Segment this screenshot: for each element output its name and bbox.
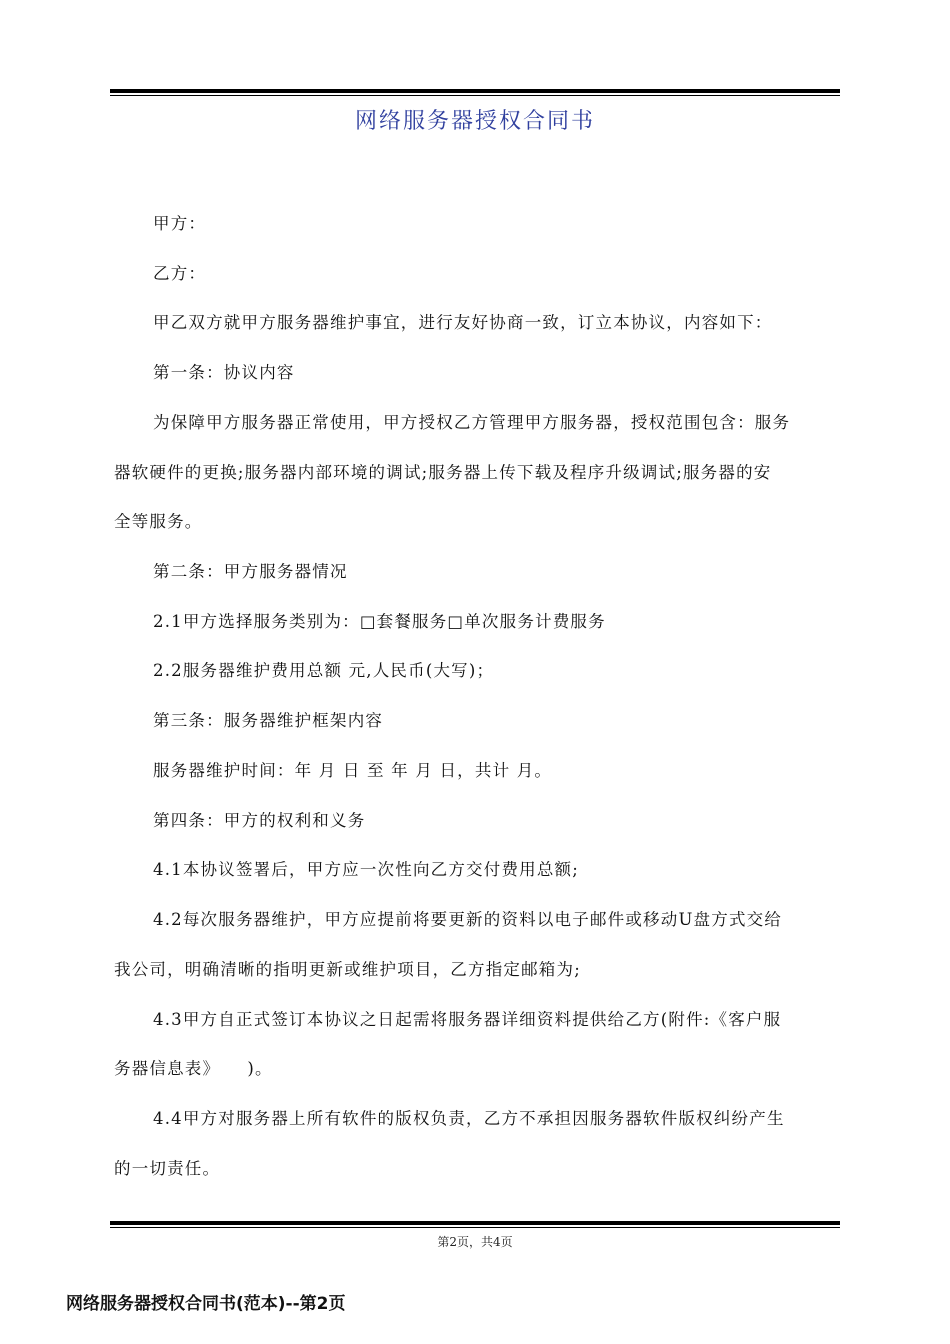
article-1-text-line-1: 为保障甲方服务器正常使用，甲方授权乙方管理甲方服务器，授权范围包含：服务 <box>153 413 791 432</box>
maintenance-period-line: 服务器维护时间：年 月 日 至 年 月 日，共计 月。 <box>153 761 553 780</box>
article-3-heading: 第三条：服务器维护框架内容 <box>153 711 384 730</box>
clause-4-3-line-1: 4.3甲方自正式签订本协议之日起需将服务器详细资料提供给乙方(附件:《客户服 <box>153 1010 782 1029</box>
clause-4-2-line-2: 我公司，明确清晰的指明更新或维护项目，乙方指定邮箱为; <box>114 960 581 979</box>
clause-2-2: 2.2服务器维护费用总额 元,人民币(大写)； <box>153 661 495 680</box>
article-1-text-line-3: 全等服务。 <box>114 512 203 531</box>
clause-4-3-line-2: 务器信息表》 )。 <box>114 1059 273 1078</box>
document-title: 网络服务器授权合同书 <box>354 109 595 134</box>
article-1-heading: 第一条：协议内容 <box>153 363 295 382</box>
clause-4-2-line-1: 4.2每次服务器维护，甲方应提前将要更新的资料以电子邮件或移动U盘方式交给 <box>153 910 783 929</box>
footer-rule <box>110 1221 840 1228</box>
intro-paragraph: 甲乙双方就甲方服务器维护事宜，进行友好协商一致，订立本协议，内容如下： <box>153 313 773 332</box>
header-rule <box>110 89 840 96</box>
party-a-line: 甲方： <box>153 214 207 233</box>
document-footer-caption: 网络服务器授权合同书(范本)--第2页 <box>66 1294 346 1314</box>
clause-2-1: 2.1甲方选择服务类别为：□套餐服务□单次服务计费服务 <box>153 612 606 631</box>
article-4-heading: 第四条：甲方的权利和义务 <box>153 811 366 830</box>
clause-4-4-line-2: 的一切责任。 <box>114 1159 221 1178</box>
clause-4-1: 4.1本协议签署后，甲方应一次性向乙方交付费用总额; <box>153 860 579 879</box>
page-number: 第2页，共4页 <box>437 1235 513 1249</box>
article-1-text-line-2: 器软硬件的更换;服务器内部环境的调试;服务器上传下载及程序升级调试;服务器的安 <box>114 463 772 482</box>
clause-4-4-line-1: 4.4甲方对服务器上所有软件的版权负责，乙方不承担因服务器软件版权纠纷产生 <box>153 1109 785 1128</box>
article-2-heading: 第二条：甲方服务器情况 <box>153 562 348 581</box>
party-b-line: 乙方： <box>153 264 207 283</box>
